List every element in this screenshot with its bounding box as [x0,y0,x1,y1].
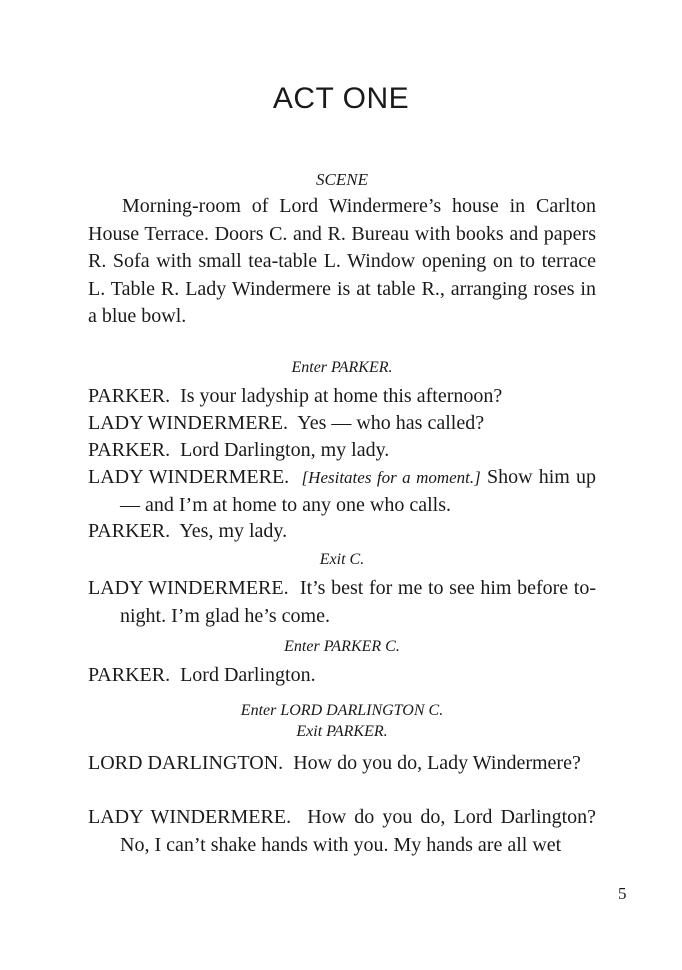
speaker-name: LADY WINDERMERE. [88,412,288,434]
speech-text: Yes, my lady. [179,520,288,542]
act-title: ACT ONE [272,82,410,115]
stage-direction: Enter PARKER C. [284,638,400,655]
stage-direction: Enter LORD DARLINGTON C. [240,702,444,719]
speech-line [88,464,596,519]
speech-text: Lord Darlington, my lady. [180,439,390,461]
scene-heading: SCENE [316,170,368,189]
speech-text: Is your ladyship at home this afternoon? [180,385,503,407]
stage-direction: Exit PARKER. [296,723,388,740]
speech-line [88,750,596,778]
speech-line [88,662,596,690]
stage-direction: Enter PARKER. [291,359,393,376]
speaker-name: LORD DARLINGTON. [88,752,284,774]
speech-line [88,410,596,438]
speech-line [88,804,596,859]
speaker-name: LADY WINDERMERE. [88,806,292,828]
speaker-name: PARKER. [88,520,171,542]
inline-stage-direction: [Hesitates for a moment.] [301,468,481,487]
speaker-name: PARKER. [88,385,171,407]
speech-line [88,437,596,465]
speech-text: How do you do, Lady Windermere? [293,752,581,774]
speech-line [88,383,596,411]
speaker-name: LADY WINDERMERE. [88,577,289,599]
speech-line [88,575,596,630]
scene-description: Morning-room of Lord Windermere’s house in Carlton House Terrace. Doors C. and R. Bureau with books and papers R. Sofa with small tea-table L. Window opening on to terrace L. Table R. Lady Windermere is at table R., arranging roses in a blue bowl. [88,195,596,327]
speech-text: How do you do, Lord Darlington? No, I can’t shake hands with you. My hands are all wet [120,806,597,856]
speech-text: It’s best for me to see him before to-night. I’m glad he’s come. [120,577,597,627]
speech-text: Yes — who has called? [297,412,485,434]
speaker-name: LADY WINDERMERE. [88,466,290,488]
speech-text: Show him up — and I’m at home to any one who calls. [120,466,597,516]
page-number: 5 [618,884,627,903]
speech-line [88,518,596,546]
speech-text: Lord Darlington. [180,664,316,686]
speaker-name: PARKER. [88,664,171,686]
stage-direction: Exit C. [319,551,365,568]
speaker-name: PARKER. [88,439,171,461]
